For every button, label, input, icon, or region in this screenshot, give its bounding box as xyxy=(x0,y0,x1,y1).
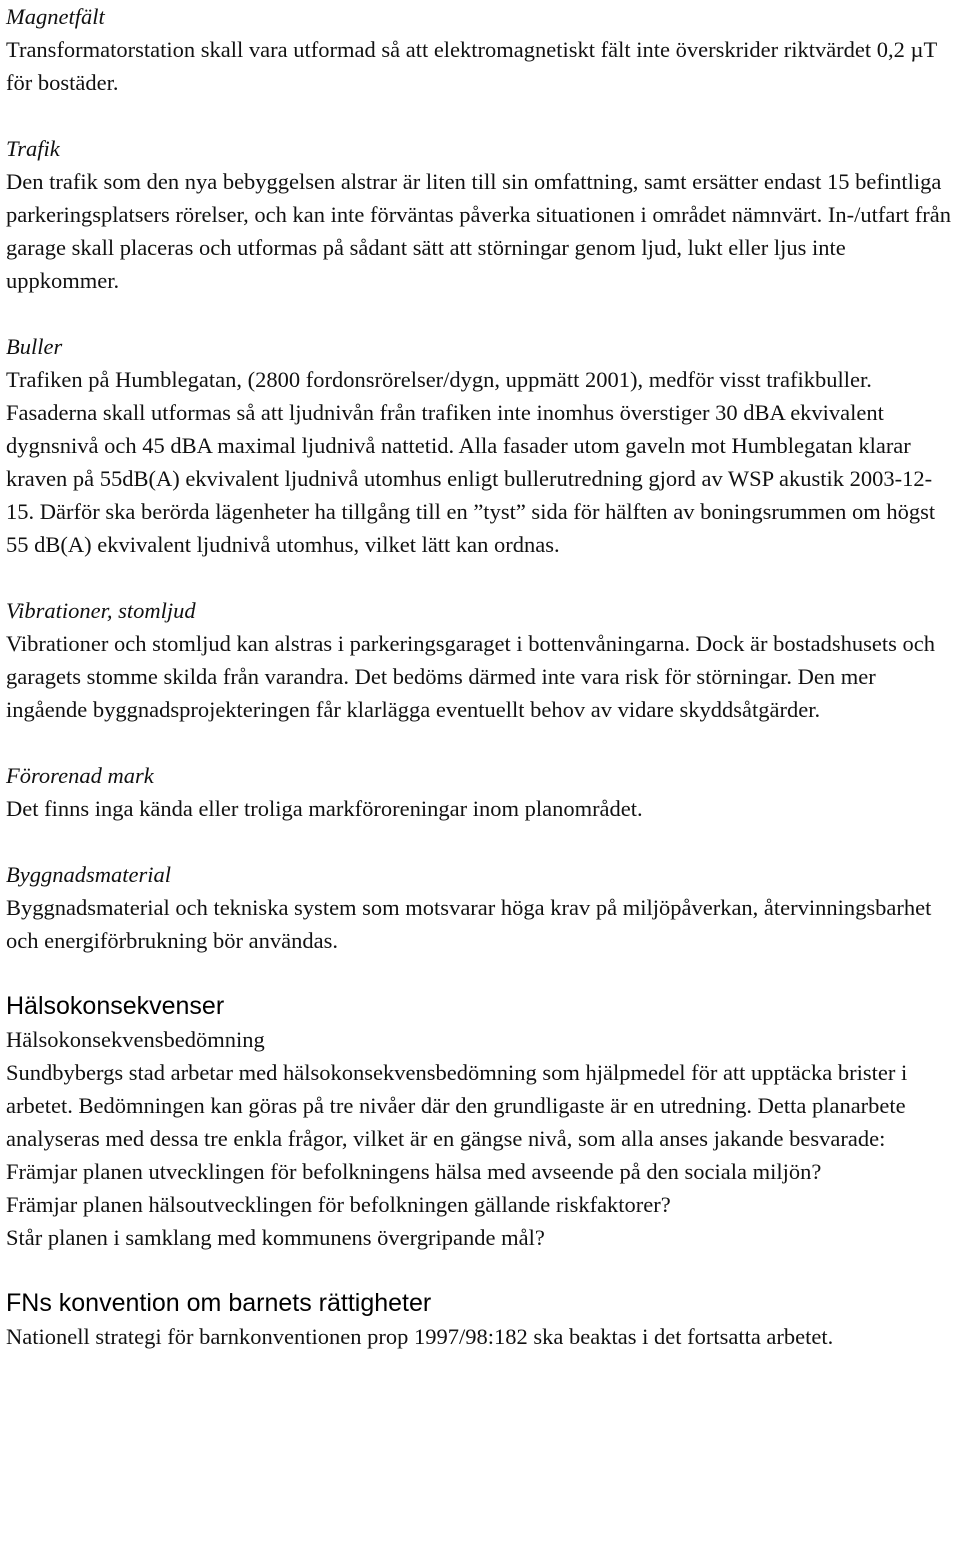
heading-buller: Buller xyxy=(6,334,63,359)
paragraph-trafik: Den trafik som den nya bebyggelsen alstrar är liten till sin omfattning, samt ersätter endast 15 befintliga parkeringsplatsers rörelser, och kan inte förväntas påverka situationen i området nämnvärt. In-/utfart från garage skall placeras och utformas på sådant sätt att störningar genom ljud, lukt eller ljus inte uppkommer. xyxy=(6,169,951,293)
paragraph-fns-konvention: Nationell strategi för barnkonventionen prop 1997/98:182 ska beaktas i det fortsatta arbetet. xyxy=(6,1324,834,1349)
section-buller xyxy=(6,330,954,561)
section-byggnadsmaterial xyxy=(6,858,954,957)
subheading-halsokonsekvensbedomning: Hälsokonsekvensbedömning xyxy=(6,1027,265,1052)
section-trafik xyxy=(6,132,954,297)
paragraph-fororenad-mark: Det finns inga kända eller troliga markföroreningar inom planområdet. xyxy=(6,796,643,821)
paragraph-magnetfalt: Transformatorstation skall vara utformad så att elektromagnetiskt fält inte överskrider riktvärdet 0,2 µT för bostäder. xyxy=(6,37,937,95)
paragraph-byggnadsmaterial: Byggnadsmaterial och tekniska system som motsvarar höga krav på miljöpåverkan, återvinningsbarhet och energiförbrukning bör användas. xyxy=(6,895,932,953)
heading-byggnadsmaterial: Byggnadsmaterial xyxy=(6,862,171,887)
heading-fororenad-mark: Förorenad mark xyxy=(6,763,154,788)
paragraph-buller: Trafiken på Humblegatan, (2800 fordonsrörelser/dygn, uppmätt 2001), medför visst trafikbuller. Fasaderna skall utformas så att ljudnivån från trafiken inte inomhus överstiger 30 dBA ekvivalent dygnsnivå och 45 dBA maximal ljudnivå nattetid. Alla fasader utom gaveln mot Humblegatan klarar kraven på 55dB(A) ekvivalent ljudnivå utomhus enligt bullerutredning gjord av WSP akustik 2003-12-15. Därför ska berörda lägenheter ha tillgång till en ”tyst” sida för hälften av boningsrummen om högst 55 dB(A) ekvivalent ljudnivå utomhus, vilket lätt kan ordnas. xyxy=(6,367,936,557)
section-halsokonsekvenser xyxy=(6,990,954,1254)
question-3: Står planen i samklang med kommunens övergripande mål? xyxy=(6,1225,545,1250)
paragraph-vibrationer: Vibrationer och stomljud kan alstras i parkeringsgaraget i bottenvåningarna. Dock är bostadshusets och garagets stomme skilda från varandra. Det bedöms därmed inte vara risk för störningar. Den mer ingående byggnadsprojekteringen får klarlägga eventuellt behov av vidare skyddsåtgärder. xyxy=(6,631,936,722)
section-fns-konvention xyxy=(6,1287,954,1353)
section-magnetfalt xyxy=(6,0,954,99)
question-2: Främjar planen hälsoutvecklingen för befolkningen gällande riskfaktorer? xyxy=(6,1192,671,1217)
heading-halsokonsekvenser: Hälsokonsekvenser xyxy=(6,992,225,1020)
section-fororenad-mark xyxy=(6,759,954,825)
heading-fns-konvention: FNs konvention om barnets rättigheter xyxy=(6,1289,432,1317)
section-vibrationer xyxy=(6,594,954,726)
heading-trafik: Trafik xyxy=(6,136,60,161)
heading-magnetfalt: Magnetfält xyxy=(6,4,105,29)
paragraph-halsokonsekvenser: Sundbybergs stad arbetar med hälsokonsekvensbedömning som hjälpmedel för att upptäcka brister i arbetet. Bedömningen kan göras på tre nivåer där den grundligaste är en utredning. Detta planarbete analyseras med dessa tre enkla frågor, vilket är en gängse nivå, som alla anses jakande besvarade: xyxy=(6,1060,908,1151)
question-1: Främjar planen utvecklingen för befolkningens hälsa med avseende på den sociala miljön? xyxy=(6,1159,822,1184)
heading-vibrationer: Vibrationer, stomljud xyxy=(6,598,196,623)
